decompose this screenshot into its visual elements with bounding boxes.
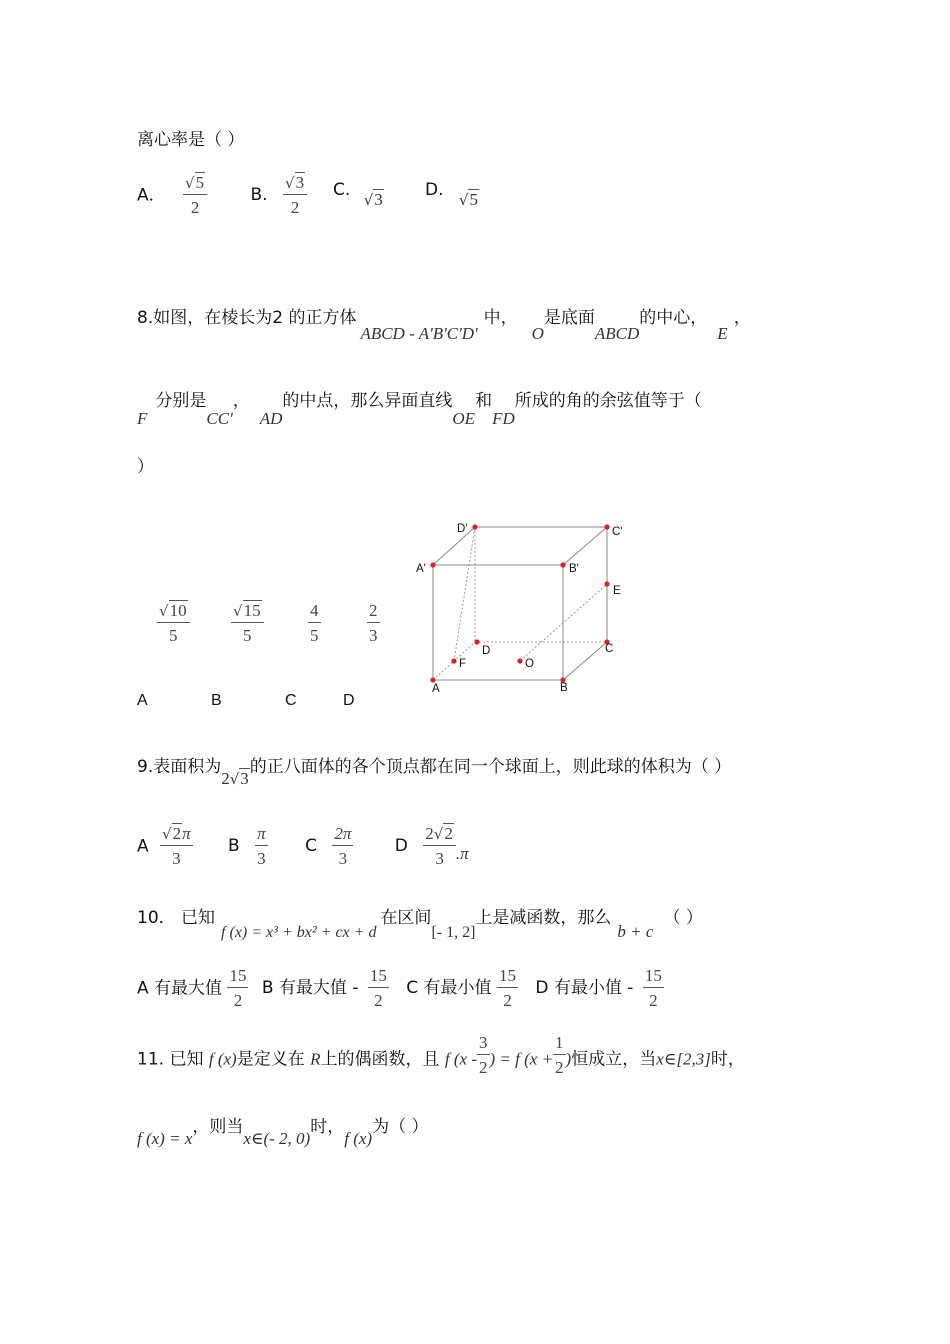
- label-c: C: [605, 643, 614, 655]
- q7-option-c-label: C.: [333, 180, 351, 200]
- label-a: A: [432, 683, 440, 695]
- point-e: [604, 581, 609, 586]
- q8-line1: 8.如图，在棱长为2 的正方体ABCD - A'B'C'D'中，O是底面ABCD的中心，E，: [137, 308, 751, 343]
- q7-option-a-label: A．: [137, 185, 166, 206]
- q10-option-b: B 有最大值 -: [261, 978, 359, 999]
- point-a: [430, 677, 435, 682]
- q8-frac-a: $\frac{√10}{5}$: [157, 600, 190, 647]
- label-c1: C': [612, 526, 623, 538]
- q9-option-b-label: B: [228, 836, 240, 857]
- q9-option-d-label: D: [394, 836, 408, 857]
- label-f: F: [459, 658, 467, 670]
- q10-options: A 有最大值 $\frac{15}{2}$ B 有最大值 - $\frac{15}{2}$ C 有最小值 $\frac{15}{2}$ D 有最小值 - $\frac{15}{2}$: [137, 966, 662, 1011]
- q7-option-d: D. √5: [425, 180, 478, 209]
- q7-stem-tail: 离心率是（ ）: [137, 130, 245, 150]
- label-b: B: [560, 682, 568, 694]
- q8-frac-c: $\frac{4}{5}$: [310, 601, 319, 646]
- label-e: E: [613, 585, 621, 597]
- point-a1: [430, 562, 435, 567]
- q10-option-d: D 有最小值 -: [535, 978, 634, 999]
- point-d1: [472, 524, 477, 529]
- q9-option-c-value: $\frac{2\pi}{3}$: [334, 824, 352, 869]
- q8-line2: F分别是CC'，AD的中点，那么异面直线OE和FD所成的角的余弦值等于（: [137, 391, 702, 428]
- q9-option-d-value: $\frac{2√2}{3}$: [423, 823, 456, 870]
- q11-stem-line2: f (x) = x，则当x∈(- 2, 0)时，f (x)为（ ）: [137, 1117, 429, 1148]
- label-d: D: [482, 645, 491, 657]
- label-o: O: [525, 658, 534, 670]
- q9-option-a-label: A: [137, 836, 149, 857]
- q10-function: f (x) = x³ + bx² + cx + d: [221, 924, 377, 941]
- q7-option-c: C. √3: [333, 180, 383, 209]
- q8-line3: ）: [137, 457, 154, 477]
- q8-letter-d: D: [343, 692, 355, 709]
- q10-option-c: C 有最小值: [406, 978, 492, 999]
- q7-options: [137, 172, 307, 219]
- label-b1: B': [569, 563, 579, 575]
- q10-stem: 10． 已知f (x) = x³ + bx² + cx + d在区间[- 1, 2]上是减函数，那么b + c（ ）: [137, 908, 703, 941]
- point-f: [451, 658, 456, 663]
- q9-option-a-value: $\frac{√2\pi}{3}$: [162, 824, 191, 869]
- q9-stem: 9.表面积为2√3的正八面体的各个顶点都在同一个球面上，则此球的体积为（ ）: [137, 757, 732, 788]
- point-o: [517, 658, 522, 663]
- q7-option-d-label: D.: [425, 180, 444, 200]
- q8-letter-c: C: [285, 692, 297, 709]
- point-c1: [604, 524, 609, 529]
- q7-option-a-value: $\frac{√5}{2}$: [183, 172, 207, 219]
- q8-letter-a: A: [137, 692, 148, 709]
- q8-cube-name: ABCD - A'B'C'D': [360, 324, 478, 343]
- q9-options: A $\frac{√2\pi}{3}$ B $\frac{\pi}{3}$ C $\frac{2\pi}{3}$ D $\frac{2√2}{3}$ .π: [137, 824, 469, 869]
- q9-option-b-value: $\frac{\pi}{3}$: [257, 824, 266, 869]
- q8-frac-d: $\frac{2}{3}$: [369, 601, 378, 646]
- q7-option-b-label: B.: [250, 185, 268, 206]
- q10-interval: [- 1, 2]: [431, 924, 476, 941]
- q10-option-a: A 有最大值: [137, 978, 223, 999]
- q8-frac-b: $\frac{√15}{5}$: [231, 600, 264, 647]
- q8-letter-b: B: [211, 692, 222, 709]
- q7-option-b-value: $\frac{√3}{2}$: [283, 172, 307, 219]
- cube-figure: [405, 515, 645, 700]
- point-b1: [560, 562, 565, 567]
- point-d: [474, 639, 479, 644]
- q11-stem-line1: 11. 已知 f (x)是定义在 R上的偶函数，且 f (x - $\frac{3}{2}$ ) = f (x + $\frac{1}{2}$ )恒成立，当x∈[2,3]时，: [137, 1033, 745, 1078]
- q9-option-c-label: C: [305, 836, 317, 857]
- label-a1: A': [416, 563, 426, 575]
- label-d1: D': [457, 523, 468, 535]
